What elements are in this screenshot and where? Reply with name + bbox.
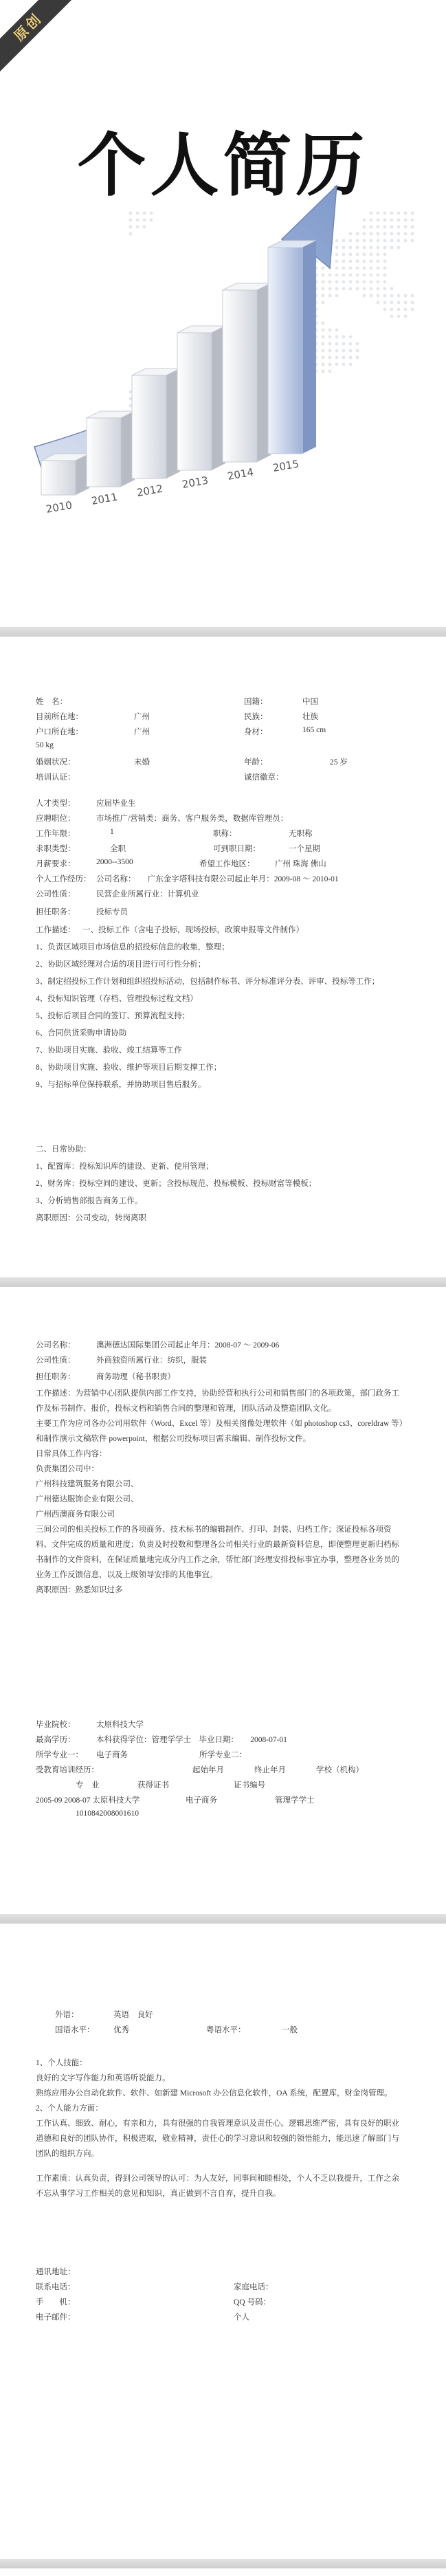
exp2-role-value: 商务助理（秘书职责） [96,1373,175,1381]
mandarin-label: 国语水平： [55,2026,95,2034]
training-label: 培训认证： [36,773,76,782]
edu-row-major: 电子商务 [186,1796,217,1805]
homepage-label: 个人 [234,2313,249,2322]
chart-tick-label: 2015 [271,457,300,474]
ethnic-value: 壮族 [302,713,318,721]
degree-label: 最高学历： [36,1736,76,1744]
exp2-leave-label: 离职原因： [36,1586,76,1594]
page-separator [0,2559,446,2568]
location-value: 广州 珠海 佛山 [275,860,326,868]
exp2-company-label: 公司名称： [36,1341,76,1350]
mobile-label: 手 机： [36,2298,76,2307]
salary-value: 2000--3500 [96,858,133,866]
job-title-value: 无职称 [289,830,313,838]
years-value: 1 [110,828,114,836]
list-item: 8、协助项目实施、验收、维护等项目后期支撑工作； [36,1064,222,1072]
marital-value: 未婚 [134,758,150,767]
list-item: 2、协助区域经理对合适的项目进行可行性分析； [36,960,206,969]
list-item: 6、合同供货采购申请协助 [36,1029,127,1037]
leave-reason [36,1210,407,1227]
exp1-nature-value: 民营企业所属行业：计算机业 [96,890,199,899]
paragraph: 日常具体工作内容： [36,1450,107,1458]
paragraph: 三间公司的相关投标工作的各项商务、技术标书的编辑制作、打印、封装、归档工作；深证投标各项资料、文件完成的质量和进度；负责及时投数和整理各公司相关行业的最新资料信息，即便整理更新归档标书制作的文件资料，在保证质量地完成分内工作之余，帮忙部门经理安排投标事宜办事，整理各业务员的业务工作反馈信息，以及上级领导安排的其他事宜。 [36,1526,399,1579]
exp2-role-label: 担任职务： [36,1373,76,1381]
edu-row-period: 2005-09 2008-07 太原科技大学 [36,1796,140,1805]
nation-value: 中国 [302,698,318,706]
start-date-value: 一个星期 [289,845,320,853]
exp1-duty-list [36,939,407,1094]
col-cert-no: 证书编号 [234,1781,265,1790]
exp2-company-value: 澳洲德达国际集团公司起止年月：2008-07 ～ 2009-06 [96,1341,280,1350]
exp2-leave-value: 熟悉知识过多 [75,1586,123,1594]
list-item: 3、制定招投标工作计划和组织招投标活动，包括制作标书、评分标准评分表、评审、投标等工作； [36,978,380,986]
list-item: 3、分析销售部报告商务工作。 [36,1197,143,1205]
salary-label: 月薪要求： [36,860,76,868]
exp1-role-label: 担任职务： [36,908,76,916]
chart-bar [41,461,76,495]
start-date-label: 可到职日期： [213,845,260,853]
location-label: 希望工作地区： [199,860,255,868]
chart-bar-side [302,241,316,454]
list-item: 2、财务库：投标空间的建设、更新；含投标规范、投标模板、投标财富等模板； [36,1180,317,1188]
col-end: 终止年月 [254,1766,286,1774]
school-value: 太原科技大学 [96,1721,144,1729]
age-label: 年龄： [244,758,268,767]
chart-tick-label: 2013 [181,474,210,491]
section-heading: 1、个人技能： [36,2059,87,2067]
exp2-desc-label: 工作描述： [36,1389,76,1398]
paragraph: 熟练应用办公自动化软件、软件、如新建 Microsoft 办公信息化软件，OA 系统，配置库，财金岗管理。 [36,2089,392,2098]
exp1-role-value: 投标专员 [96,908,128,916]
chart-tick-label: 2010 [45,498,74,516]
paragraph: 工作素质：认真负责，得到公司领导的认可：为人友好，同事间和睦相处，个人不乏以我提升，工作之余不忘从事学习工作相关的意见和知识，真正做到不言自弃，提升自我。 [36,2175,399,2198]
col-start: 起始年月 [192,1766,224,1774]
exp2-desc-value: 为营销中心团队提供内部工作支持，协助经营和执行公司和销售部门的各项政策，部门政务工作及标书制作、报价，投标文档和销售合同的整理和管理，团队活动及整造团队文化。 [36,1389,399,1413]
exp1-daily-list [36,1141,407,1227]
home-phone-label: 家庭电话： [234,2283,274,2291]
major2-label: 所学专业二： [199,1751,247,1759]
exp1-company: 公司名称： 广东金字塔科技有限公司起止年月：2009-08 ～ 2010-01 [96,875,339,883]
page-separator [0,1277,446,1287]
growth-chart [27,172,426,557]
leave-reason-label: 离职原因： [36,1214,76,1222]
list-item: 9、与招标单位保持联系，并协助项目售后服务。 [36,1081,206,1089]
exp2-nature-label: 公司性质： [36,1356,76,1365]
col-school: 学校（机构） [316,1766,364,1774]
foreign-lang-label: 外语： [55,2011,79,2019]
exp1-heading: 个人工作经历： [36,875,91,883]
exp1-desc-label: 工作描述： [36,926,76,934]
paragraph: 主要工作为应司各办公司用软件（Word、Excel 等）及相关图像处理软件（如 photoshop cs3、coreldraw 等）和制作演示文稿软件 powerpoint，根据公司投标项目需求编辑、制作投标文件。 [36,1420,403,1443]
exp2-nature-value: 外商独资所属行业：纺织，服装 [96,1356,207,1365]
mandarin-value: 优秀 [113,2026,129,2034]
chart-bar [268,247,302,454]
nation-label: 国籍： [244,698,268,706]
list-item: 4、投标知识管理（存档、管理投标过程文档） [36,995,198,1003]
chart-bar [177,333,212,470]
original-badge: 原创 [0,0,73,71]
phone-label: 联系电话： [36,2283,76,2291]
list-item: 7、协助项目实施、验收、竣工结算等工作 [36,1046,182,1055]
major1-value: 电子商务 [96,1751,128,1759]
col-cert: 获得证书 [137,1781,169,1790]
paragraph: 良好的文字写作能力和英语听说能力。 [36,2074,170,2082]
job-type-value: 全职 [110,845,126,853]
exp2-description [36,1386,407,1598]
leave-reason-value: 公司变动，转岗离职 [75,1214,146,1222]
chart-tick-label: 2014 [226,465,255,483]
paragraph: 工作认真、细致、耐心，有亲和力，具有很强的自我管理意识及责任心。逻辑思维严密，具有良好的职业道德和良好的团队协作，积极进取，敬业精神，责任心的学习意识和较强的领悟能力，能迅速了解部门与团队的组织方向。 [36,2120,399,2158]
cantonese-label: 粤语水平： [206,2026,246,2034]
name-label: 姓 名： [36,698,67,706]
hukou-value: 广州 [134,728,150,736]
residence-value: 广州 [134,713,150,721]
edu-row-cert: 管理学学士 [275,1796,315,1805]
paragraph: 广州科技建筑服务有限公司、 [36,1480,139,1488]
credit-label: 诚信徽章： [244,773,284,782]
marital-label: 婚姻状况： [36,758,76,767]
chart-tick-label: 2012 [135,482,164,499]
position-value: 市场推广/营销类：商务、客户服务类，数据库管理员： [96,815,289,823]
address-label: 通讯地址： [36,2268,76,2276]
edu-row-cert-no: 1010842008001610 [76,1809,139,1818]
exp1-nature-label: 公司性质： [36,890,76,899]
residence-label: 目前所在地： [36,713,83,721]
position-label: 应聘职位： [36,815,76,823]
hukou-label: 户口所在地： [36,728,83,736]
section-heading: 2、个人能力方面： [36,2104,103,2113]
foreign-lang-value: 英语 良好 [113,2011,153,2019]
page-separator [0,1914,446,1924]
email-label: 电子邮件： [36,2313,76,2322]
age-value: 25 岁 [330,758,348,767]
paragraph: 广州德达服饰企业有限公司、 [36,1495,139,1504]
skills-text [36,2056,407,2201]
ethnic-label: 民族： [244,713,268,721]
list-item: 1、负责区域项目市场信息的招投标信息的收集，整理； [36,943,230,951]
job-title-label: 职称： [213,830,237,838]
height-value: 165 cm [302,726,326,734]
page-title: 个人简历 [77,125,369,206]
years-label: 工作年限： [36,830,76,838]
chart-tick-label: 2011 [90,490,119,507]
paragraph: 广州西澳商务有限公司 [36,1510,115,1519]
cantonese-value: 一般 [282,2026,298,2034]
talent-type-value: 应届毕业生 [96,800,136,808]
list-item: 1、配置库：投标知识库的建设、更新、使用管理； [36,1163,214,1171]
job-type-label: 求职类型： [36,845,76,853]
list-item: 5、投标后项目合同的签订、预算流程支持； [36,1012,190,1020]
chart-bar [87,418,121,487]
chart-bar [223,290,257,462]
page-separator [0,627,446,637]
chart-bar [132,375,166,478]
degree-value: 本科获得学位：管理学学士 毕业日期： 2008-07-01 [96,1736,287,1744]
paragraph: 负责集团公司中： [36,1465,99,1473]
section-heading: 二、日常协助： [36,1145,91,1154]
talent-type-label: 人才类型： [36,800,76,808]
col-major: 专 业 [76,1781,100,1790]
height-label: 身材： [244,728,268,736]
school-label: 毕业院校： [36,1721,76,1729]
exp1-desc-value: 一、投标工作（含电子投标，现场投标，政策申报等文件制作） [82,926,304,934]
training-history-label: 受教育培训经历： [36,1766,99,1774]
qq-label: QQ 号码： [234,2298,271,2307]
major1-label: 所学专业一： [36,1751,83,1759]
weight-value: 50 kg [36,741,54,749]
